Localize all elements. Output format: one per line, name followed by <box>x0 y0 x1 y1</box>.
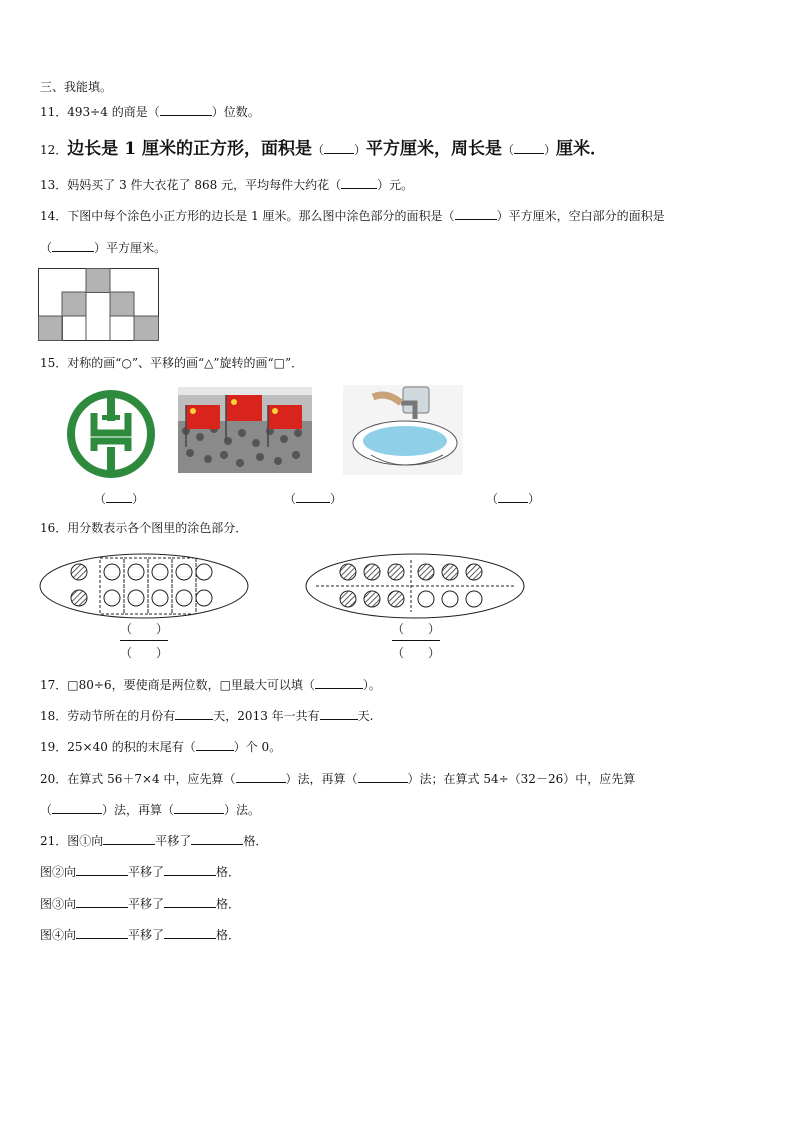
q21-row-1-direction-blank[interactable] <box>103 833 155 845</box>
q12-number: 12． <box>40 143 68 157</box>
q21-row-4-post: 格． <box>216 928 241 942</box>
q20-blank-2[interactable] <box>358 771 408 783</box>
question-14-line-2 <box>40 240 166 256</box>
q12-blank-area[interactable] <box>324 142 354 154</box>
question-17 <box>40 677 381 693</box>
q18-pre: 劳动节所在的月份有 <box>67 709 176 723</box>
q16-fraction-1-numerator[interactable]: （ ） <box>119 622 168 636</box>
q11-pre: 493÷4 的商是（ <box>67 105 160 119</box>
q16-number: 16． <box>40 521 68 535</box>
q20-number: 20． <box>40 772 68 786</box>
q20-blank-4[interactable] <box>174 802 224 814</box>
q21-row-4-mid: 平移了 <box>128 928 165 942</box>
q15-number: 15． <box>40 356 68 370</box>
q14-line1-mid: ）平方厘米，空白部分的面积是 <box>496 209 665 223</box>
q13-blank[interactable] <box>341 177 377 189</box>
q16-fraction-2-numerator[interactable]: （ ） <box>391 622 440 636</box>
q21-row-3-post: 格． <box>216 897 241 911</box>
q17-pre: □80÷6，要使商是两位数，□里最大可以填（ <box>67 678 315 692</box>
q21-row-4-direction-blank[interactable] <box>76 927 128 939</box>
question-21-row-3 <box>40 896 240 912</box>
q12-text-a: 边长是 1 厘米的正方形，面积是 <box>67 139 312 159</box>
q21-number: 21． <box>40 834 68 848</box>
q16-fraction-1 <box>114 620 174 661</box>
q14-blank-shaded[interactable] <box>455 208 497 220</box>
q14-line2-post: ）平方厘米。 <box>94 241 167 255</box>
q20-blank-3[interactable] <box>52 802 102 814</box>
q14-grid-figure <box>38 268 160 342</box>
q21-row-2-direction-blank[interactable] <box>76 864 128 876</box>
q21-row-3-direction-blank[interactable] <box>76 896 128 908</box>
question-13 <box>40 177 413 193</box>
q14-number: 14． <box>40 209 68 223</box>
q14-blank-blank[interactable] <box>52 240 94 252</box>
q16-fraction-1-denominator[interactable]: （ ） <box>119 646 168 660</box>
q13-pre: 妈妈买了 3 件大衣花了 868 元，平均每件大约花（ <box>67 178 342 192</box>
question-15 <box>40 355 303 371</box>
fraction-bar <box>392 640 440 641</box>
question-21-row-2 <box>40 864 240 880</box>
question-21-row-1 <box>40 833 267 849</box>
question-14-line-1 <box>40 208 665 224</box>
q20-l2c: ）法。 <box>224 803 261 817</box>
question-20-line-2 <box>40 802 260 818</box>
shaded-square <box>62 292 86 316</box>
question-11 <box>40 104 260 120</box>
q19-blank[interactable] <box>196 739 234 751</box>
q21-row-2-steps-blank[interactable] <box>164 864 216 876</box>
q20-l1c: ）法；在算式 54÷（32－26）中，应先算 <box>407 772 636 786</box>
q21-row-2-mid: 平移了 <box>128 865 165 879</box>
q15-text: 对称的画“○”、平移的画“△”旋转的画“□”． <box>67 356 304 370</box>
q15-answer-2: （ ） <box>284 492 343 506</box>
shaded-square <box>86 269 110 293</box>
q21-row-2-post: 格． <box>216 865 241 879</box>
q15-blank-3[interactable] <box>498 491 528 503</box>
q21-row-2-pre: 图②向 <box>40 865 77 879</box>
bank-logo-image <box>66 389 156 479</box>
q21-row-3-pre: 图③向 <box>40 897 77 911</box>
question-12: 12．边长是 1 厘米的正方形，面积是（ ）平方厘米，周长是（ ）厘米． <box>40 139 608 159</box>
q18-number: 18． <box>40 709 68 723</box>
q12-text-b: 平方厘米，周长是 <box>365 139 502 159</box>
question-16 <box>40 520 247 536</box>
q20-l1b: ）法，再算（ <box>285 772 358 786</box>
question-18 <box>40 708 373 724</box>
q20-blank-1[interactable] <box>236 771 286 783</box>
q15-blank-2[interactable] <box>296 491 330 503</box>
q17-post: ）。 <box>362 678 381 692</box>
q21-row-1-post: 格． <box>243 834 268 848</box>
q20-l2b: ）法，再算（ <box>102 803 175 817</box>
shaded-square <box>110 292 134 316</box>
crowd-flags-image <box>178 387 312 473</box>
q21-row-3-steps-blank[interactable] <box>164 896 216 908</box>
q13-post: ）元。 <box>377 178 414 192</box>
q18-blank-days-year[interactable] <box>320 708 358 720</box>
q21-row-4-pre: 图④向 <box>40 928 77 942</box>
q17-number: 17． <box>40 678 68 692</box>
q21-row-1-pre: 图①向 <box>67 834 104 848</box>
q15-answer-3: （ ） <box>486 492 541 506</box>
shaded-square <box>39 316 63 341</box>
q17-blank[interactable] <box>315 677 363 689</box>
q20-l1a: 在算式 56＋7×4 中，应先算（ <box>67 772 236 786</box>
q16-figure-2 <box>304 550 526 622</box>
q12-text-c: 厘米． <box>556 139 608 159</box>
fraction-bar <box>120 640 168 641</box>
q11-blank[interactable] <box>160 104 212 116</box>
q11-number: 11． <box>40 105 68 119</box>
q19-number: 19． <box>40 740 68 754</box>
q21-row-4-steps-blank[interactable] <box>164 927 216 939</box>
q15-blank-1[interactable] <box>106 491 132 503</box>
q16-fraction-2 <box>386 620 446 661</box>
q21-row-1-steps-blank[interactable] <box>191 833 243 845</box>
q18-blank-days-month[interactable] <box>175 708 213 720</box>
q19-pre: 25×40 的积的末尾有（ <box>67 740 196 754</box>
q19-post: ）个 0。 <box>233 740 282 754</box>
question-20-line-1 <box>40 771 635 787</box>
section-title: 三、我能填。 <box>40 80 113 94</box>
q16-figure-1 <box>38 550 250 622</box>
q11-post: ）位数。 <box>211 105 260 119</box>
faucet-basin-image <box>343 385 463 475</box>
q15-answer-1: （ ） <box>94 492 145 506</box>
q12-blank-perimeter[interactable] <box>514 142 544 154</box>
q21-row-1-mid: 平移了 <box>155 834 192 848</box>
q13-number: 13． <box>40 178 68 192</box>
q14-line2-pre: （ <box>40 241 53 255</box>
q16-text: 用分数表示各个图里的涂色部分． <box>67 521 248 535</box>
question-21-row-4 <box>40 927 240 943</box>
shaded-square <box>134 316 159 341</box>
q18-post: 天. <box>357 709 374 723</box>
question-19 <box>40 739 281 755</box>
q21-row-3-mid: 平移了 <box>128 897 165 911</box>
q14-line1-pre: 下图中每个涂色小正方形的边长是 1 厘米。那么图中涂色部分的面积是（ <box>67 209 455 223</box>
q20-l2a: （ <box>40 803 53 817</box>
q16-fraction-2-denominator[interactable]: （ ） <box>391 646 440 660</box>
q18-mid: 天，2013 年一共有 <box>213 709 320 723</box>
